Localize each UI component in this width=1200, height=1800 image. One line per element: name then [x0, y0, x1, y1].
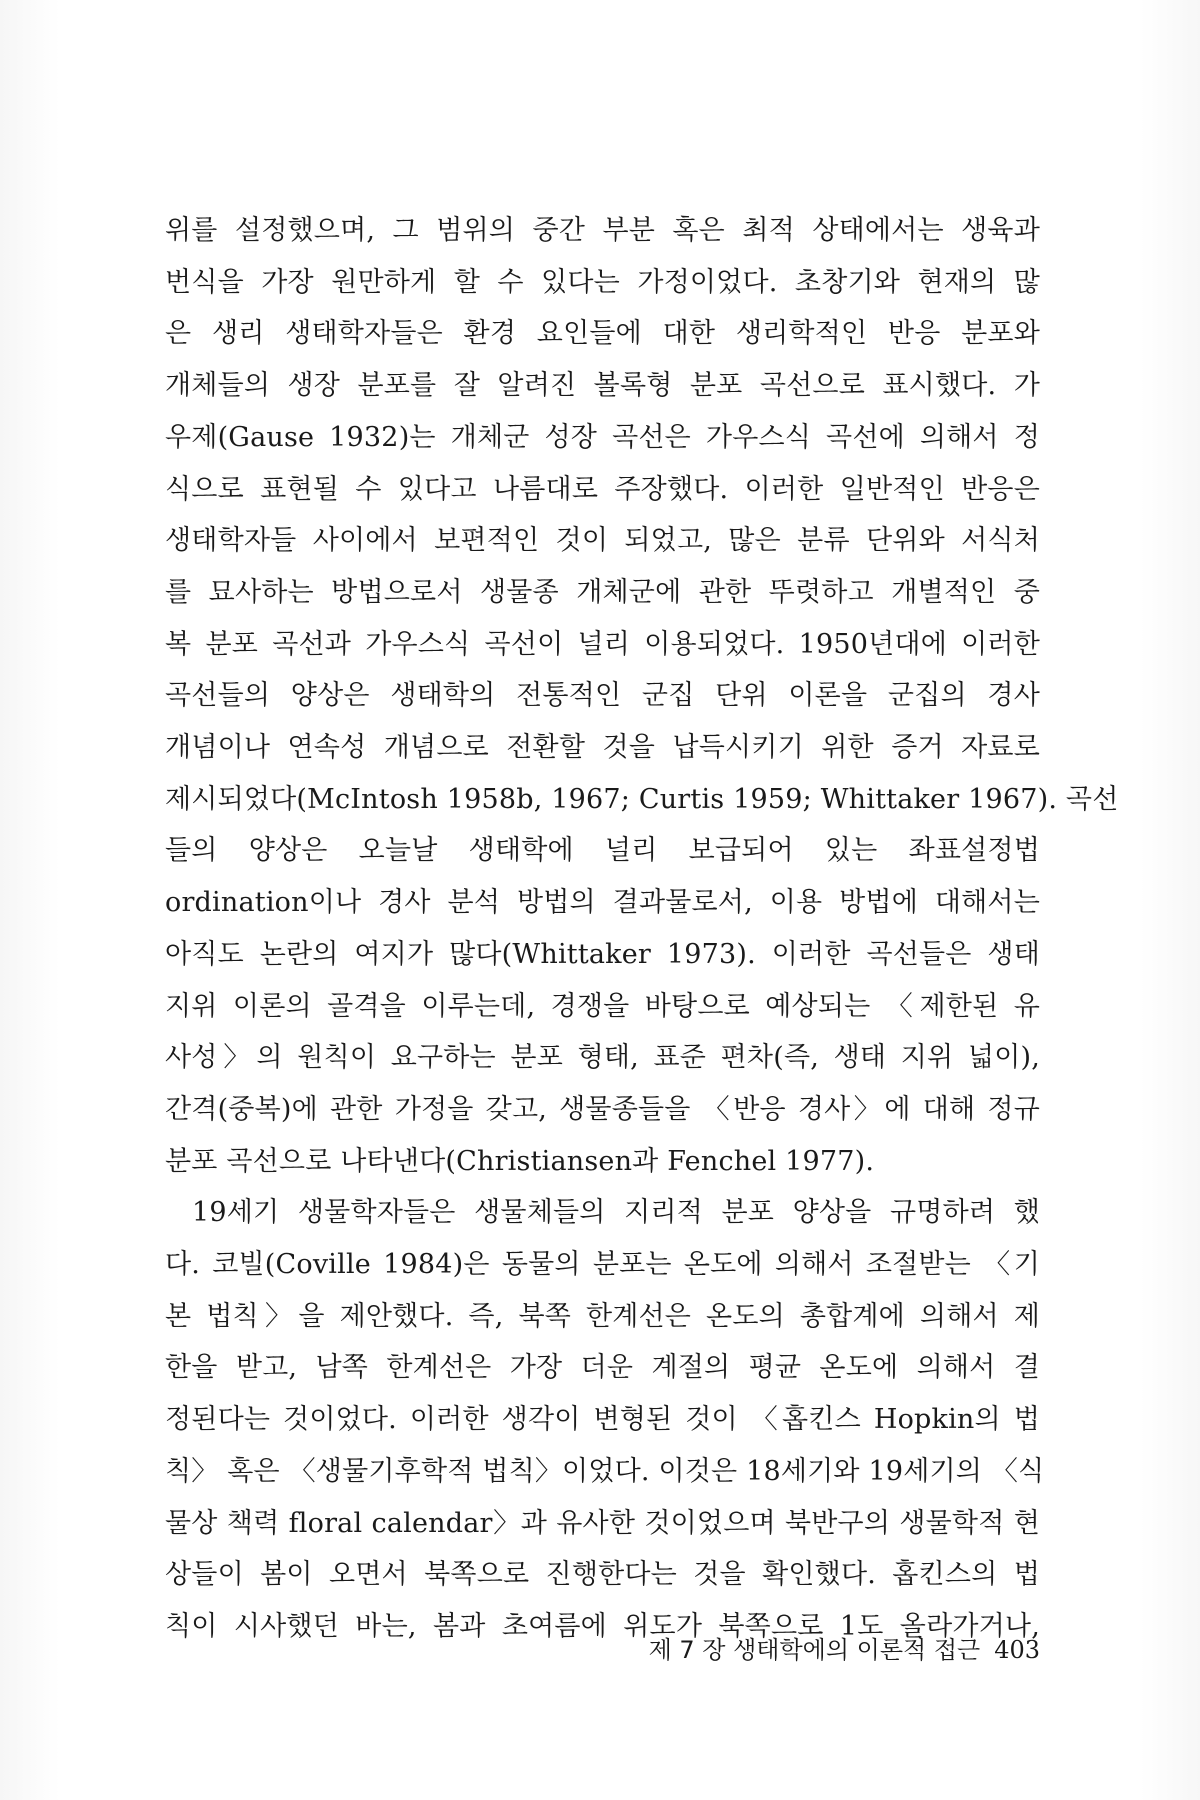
text-line: 간격(중복)에 관한 가정을 갖고, 생물종들을 〈반응 경사〉에 대해 정규	[165, 1093, 1040, 1125]
text-line: 칙이 시사했던 바는, 봄과 초여름에 위도가 북쪽으로 1도 올라가거나,	[165, 1610, 1040, 1642]
text-line: 들의 양상은 오늘날 생태학에 널리 보급되어 있는 좌표설정법	[165, 835, 1040, 867]
text-line: 개념이나 연속성 개념으로 전환할 것을 납득시키기 위한 증거 자료로	[165, 732, 1040, 764]
text-line: 지위 이론의 골격을 이루는데, 경쟁을 바탕으로 예상되는 〈제한된 유	[165, 990, 1040, 1022]
text-line: 분포 곡선으로 나타낸다(Christiansen과 Fenchel 1977).	[165, 1145, 875, 1177]
chapter-title: 제 7 장 생태학에의 이론적 접근	[648, 1636, 981, 1664]
text-line: 번식을 가장 원만하게 할 수 있다는 가정이었다. 초창기와 현재의 많	[165, 266, 1040, 298]
text-line: 생태학자들 사이에서 보편적인 것이 되었고, 많은 분류 단위와 서식처	[165, 525, 1040, 557]
text-line: 복 분포 곡선과 가우스식 곡선이 널리 이용되었다. 1950년대에 이러한	[165, 628, 1040, 660]
text-line: 식으로 표현될 수 있다고 나름대로 주장했다. 이러한 일반적인 반응은	[165, 473, 1040, 505]
page-number: 403	[994, 1636, 1040, 1664]
page-footer	[649, 1630, 1040, 1665]
text-line: 한을 받고, 남쪽 한계선은 가장 더운 계절의 평균 온도에 의해서 결	[165, 1352, 1040, 1384]
text-line: 를 묘사하는 방법으로서 생물종 개체군에 관한 뚜렷하고 개별적인 중	[165, 576, 1040, 608]
text-line: 제시되었다(McIntosh 1958b, 1967; Curtis 1959; Whittaker 1967). 곡선	[165, 783, 1119, 815]
text-line: 19세기 생물학자들은 생물체들의 지리적 분포 양상을 규명하려 했	[192, 1197, 1040, 1229]
text-line: 상들이 봄이 오면서 북쪽으로 진행한다는 것을 확인했다. 홉킨스의 법	[165, 1559, 1040, 1591]
text-line: 곡선들의 양상은 생태학의 전통적인 군집 단위 이론을 군집의 경사	[165, 680, 1040, 712]
text-line: 은 생리 생태학자들은 환경 요인들에 대한 생리학적인 반응 분포와	[165, 318, 1040, 350]
text-line: 정된다는 것이었다. 이러한 생각이 변형된 것이 〈홉킨스 Hopkin의 법	[165, 1404, 1040, 1436]
text-line: 다. 코빌(Coville 1984)은 동물의 분포는 온도에 의해서 조절받는 〈기	[165, 1249, 1040, 1281]
text-line: 우제(Gause 1932)는 개체군 성장 곡선은 가우스식 곡선에 의해서 정	[165, 421, 1040, 453]
text-line: 아직도 논란의 여지가 많다(Whittaker 1973). 이러한 곡선들은 생태	[165, 938, 1040, 970]
text-line: 위를 설정했으며, 그 범위의 중간 부분 혹은 최적 상태에서는 생육과	[165, 215, 1040, 246]
paragraph-2	[165, 1187, 1045, 1652]
body-text	[165, 205, 1119, 1653]
text-line: ordination이나 경사 분석 방법의 결과물로서, 이용 방법에 대해서는	[165, 887, 1040, 919]
text-line: 물상 책력 floral calendar〉과 유사한 것이었으며 북반구의 생물학적 현	[165, 1507, 1040, 1539]
text-line: 칙〉 혹은 〈생물기후학적 법칙〉이었다. 이것은 18세기와 19세기의 〈식	[165, 1455, 1045, 1487]
text-line: 개체들의 생장 분포를 잘 알려진 볼록형 분포 곡선으로 표시했다. 가	[165, 370, 1040, 402]
text-line: 본 법칙〉을 제안했다. 즉, 북쪽 한계선은 온도의 총합계에 의해서 제	[165, 1300, 1040, 1332]
text-line: 사성〉의 원칙이 요구하는 분포 형태, 표준 편차(즉, 생태 지위 넓이),	[165, 1042, 1040, 1074]
paragraph-1	[165, 205, 1119, 1187]
